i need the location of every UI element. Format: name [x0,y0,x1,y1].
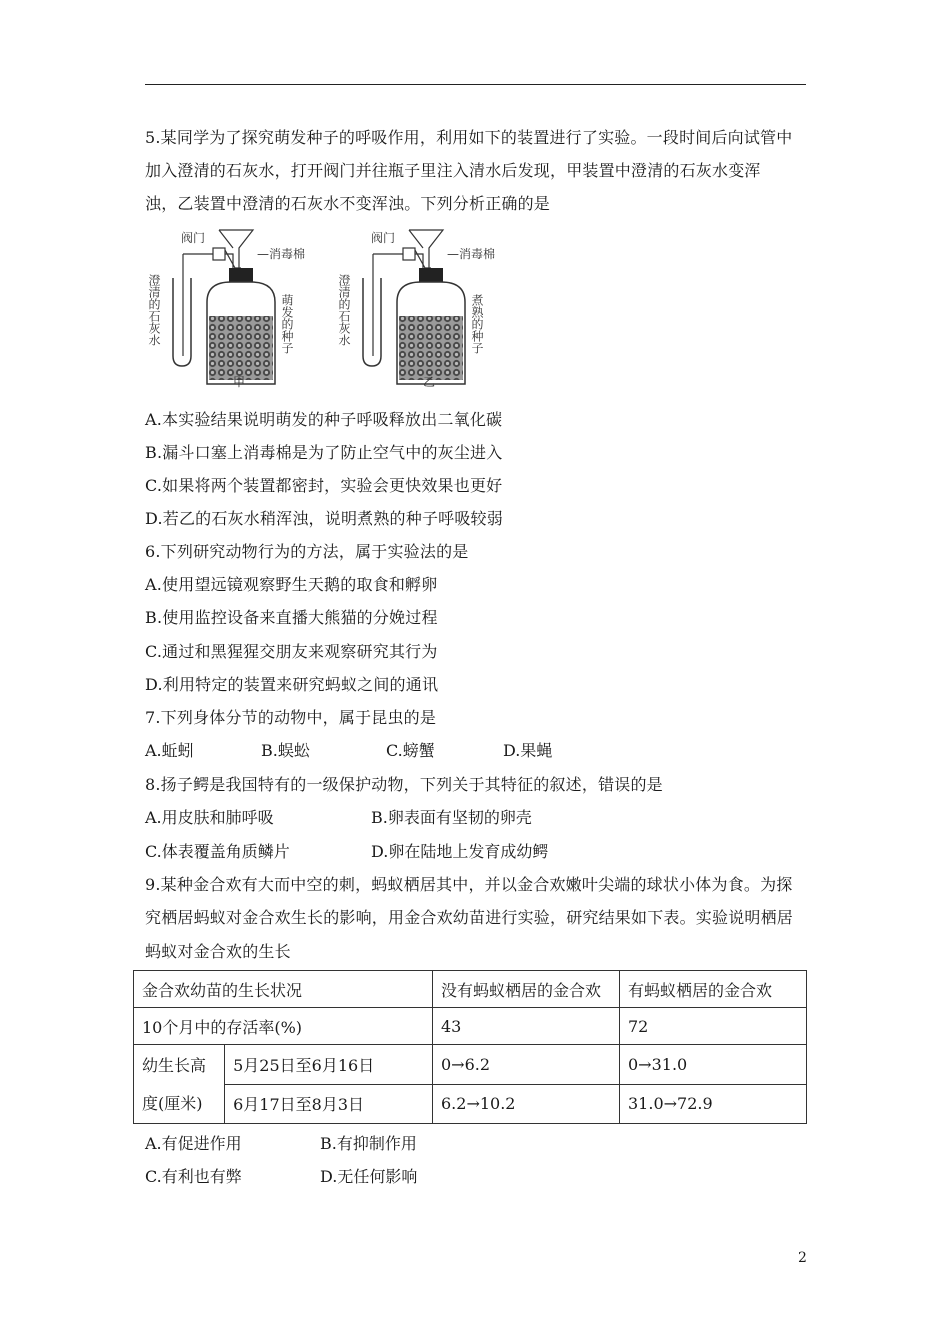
table-row [134,1008,807,1045]
seed-label-right: 煮熟的种子 [470,294,484,354]
header-rule [145,84,806,85]
table-period2-label: 6月17日至8月3日 [225,1084,433,1124]
seed-label-left: 萌发的种子 [280,294,294,354]
q9-option-b: B.有抑制作用 [320,1134,417,1153]
q5-option-d: D.若乙的石灰水稍浑浊，说明煮熟的种子呼吸较弱 [145,509,503,528]
test-tube-left [173,278,191,366]
apparatus-jia [147,230,305,388]
tube-label-left: 澄清的石灰水 [147,274,161,346]
q7-option-c: C.螃蟹 [386,741,435,760]
q6-option-b: B.使用监控设备来直播大熊猫的分娩过程 [145,608,438,627]
table-period1-label: 5月25日至6月16日 [225,1045,433,1085]
q5-stem-line3: 浊，乙装置中澄清的石灰水不变浑浊。下列分析正确的是 [145,194,551,213]
valve-right-icon [403,248,415,260]
q7-option-a: A.蚯蚓 [145,741,194,760]
stopper-left [229,268,253,282]
experiment-figure [145,224,495,388]
table-height-label-line1: 幼生长高 [142,1056,207,1075]
test-tube-right [363,278,381,366]
table-row [134,1045,807,1085]
valve-left-icon [213,248,225,260]
q9-option-d: D.无任何影响 [320,1167,418,1186]
q5-stem-line2: 加入澄清的石灰水，打开阀门并往瓶子里注入清水后发现，甲装置中澄清的石灰水变浑 [145,161,761,180]
q5-option-b: B.漏斗口塞上消毒棉是为了防止空气中的灰尘进入 [145,443,503,462]
q5-option-c: C.如果将两个装置都密封，实验会更快效果也更好 [145,476,503,495]
q7-option-b: B.蜈蚣 [261,741,310,760]
results-table [133,970,807,1124]
apparatus-name-left: 甲 [233,375,246,388]
apparatus-name-right: 乙 [423,375,436,388]
q8-option-c: C.体表覆盖角质鳞片 [145,842,290,861]
q8-option-a: A.用皮肤和肺呼吸 [145,808,274,827]
q9-option-c: C.有利也有弊 [145,1167,242,1186]
q8-option-d: D.卵在陆地上发育成幼鳄 [371,842,549,861]
table-row [134,971,807,1008]
stopper-right [419,268,443,282]
q8-stem: 8.扬子鳄是我国特有的一级保护动物，下列关于其特征的叙述，错误的是 [145,775,663,794]
q6-option-c: C.通过和黑猩猩交朋友来观察研究其行为 [145,642,438,661]
apparatus-yi [337,230,495,388]
table-height-label [134,1045,225,1124]
cotton-label-left: —消毒棉 [257,247,306,261]
seeds-left [209,316,273,380]
q5-option-a: A.本实验结果说明萌发的种子呼吸释放出二氧化碳 [145,410,503,429]
table-survival-col1: 43 [433,1008,620,1045]
page-number: 2 [798,1250,807,1266]
table-survival-col2: 72 [620,1008,807,1045]
valve-label-left: 阀门 [181,231,206,245]
table-period1-col1: 0→6.2 [433,1045,620,1085]
q7-option-d: D.果蝇 [503,741,553,760]
table-period2-col1: 6.2→10.2 [433,1084,620,1124]
tube-label-right: 澄清的石灰水 [337,274,351,346]
q9-stem-line1: 9.某种金合欢有大而中空的刺，蚂蚁栖居其中，并以金合欢嫩叶尖端的球状小体为食。为探 [145,875,793,894]
table-header-label: 金合欢幼苗的生长状况 [134,971,433,1008]
cotton-label-right: —消毒棉 [447,247,495,261]
table-header-col2: 有蚂蚁栖居的金合欢 [620,971,807,1008]
table-height-label-line2: 度(厘米) [142,1094,203,1113]
q6-option-a: A.使用望远镜观察野生天鹅的取食和孵卵 [145,575,438,594]
valve-label-right: 阀门 [371,231,396,245]
q6-option-d: D.利用特定的装置来研究蚂蚁之间的通讯 [145,675,439,694]
q9-option-a: A.有促进作用 [145,1134,242,1153]
table-period1-col2: 0→31.0 [620,1045,807,1085]
q5-stem-line1: 5.某同学为了探究萌发种子的呼吸作用，利用如下的装置进行了实验。一段时间后向试管中 [145,128,793,147]
table-row [134,1084,807,1124]
table-header-col1: 没有蚂蚁栖居的金合欢 [433,971,620,1008]
table-period2-col2: 31.0→72.9 [620,1084,807,1124]
q9-stem-line3: 蚂蚁对金合欢的生长 [145,942,291,961]
table-survival-label: 10个月中的存活率(%) [134,1008,433,1045]
q6-stem: 6.下列研究动物行为的方法，属于实验法的是 [145,542,469,561]
q9-stem-line2: 究栖居蚂蚁对金合欢生长的影响，用金合欢幼苗进行实验，研究结果如下表。实验说明栖居 [145,908,794,927]
seeds-right [399,316,463,380]
q8-option-b: B.卵表面有坚韧的卵壳 [371,808,532,827]
q7-stem: 7.下列身体分节的动物中，属于昆虫的是 [145,708,437,727]
